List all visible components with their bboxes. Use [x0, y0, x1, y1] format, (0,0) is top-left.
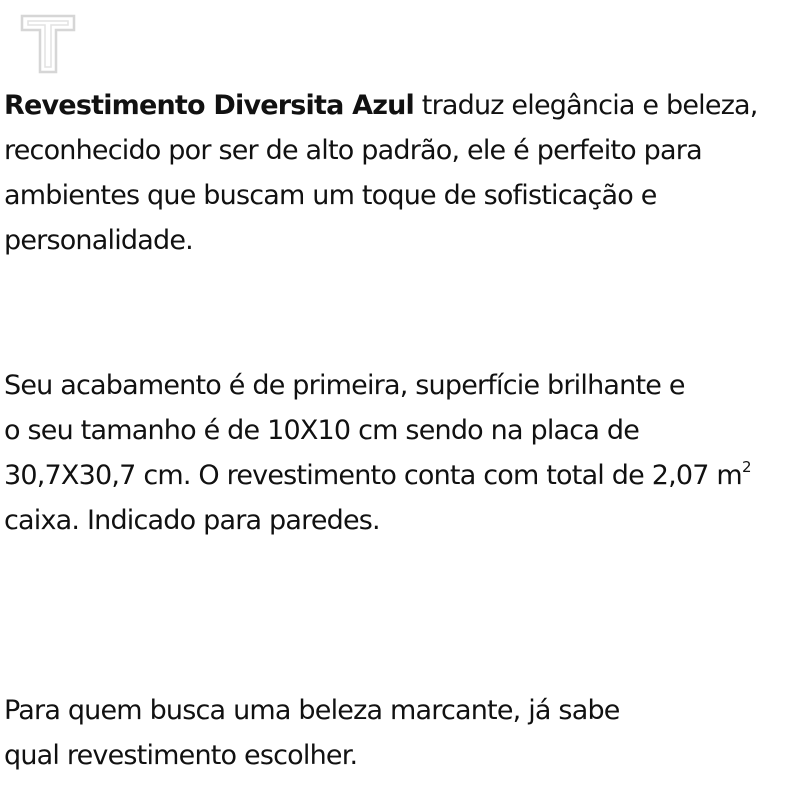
paragraph-1-line-2: reconhecido por ser de alto padrão, ele é perfeito para [4, 135, 702, 166]
description-paragraph-2 [4, 363, 800, 543]
product-name: Revestimento Diversita Azul [4, 90, 415, 121]
square-meter-superscript: 2 [741, 458, 751, 476]
paragraph-1-line-1 [4, 83, 800, 128]
paragraph-3-line-1: Para quem busca uma beleza marcante, já sabe [4, 695, 620, 726]
paragraph-2-line-1: Seu acabamento é de primeira, superfície brilhante e [4, 370, 685, 401]
paragraph-2-line-2: o seu tamanho é de 10X10 cm sendo na placa de [4, 415, 640, 446]
paragraph-2-line-3: 30,7X30,7 cm. O revestimento conta com total de 2,07 m [4, 460, 742, 491]
paragraph-2-line-4: caixa. Indicado para paredes. [4, 505, 380, 536]
description-paragraph-1 [4, 83, 800, 263]
t-logo-icon [20, 14, 76, 74]
description-paragraph-3 [4, 688, 800, 778]
paragraph-1-line-3: ambientes que buscam um toque de sofisticação e [4, 180, 657, 211]
paragraph-3-line-2: qual revestimento escolher. [4, 740, 358, 771]
paragraph-1-line-4: personalidade. [4, 225, 193, 256]
paragraph-2-line-3-wrap [4, 453, 800, 498]
paragraph-1-line-1-rest: traduz elegância e beleza, [414, 90, 758, 121]
